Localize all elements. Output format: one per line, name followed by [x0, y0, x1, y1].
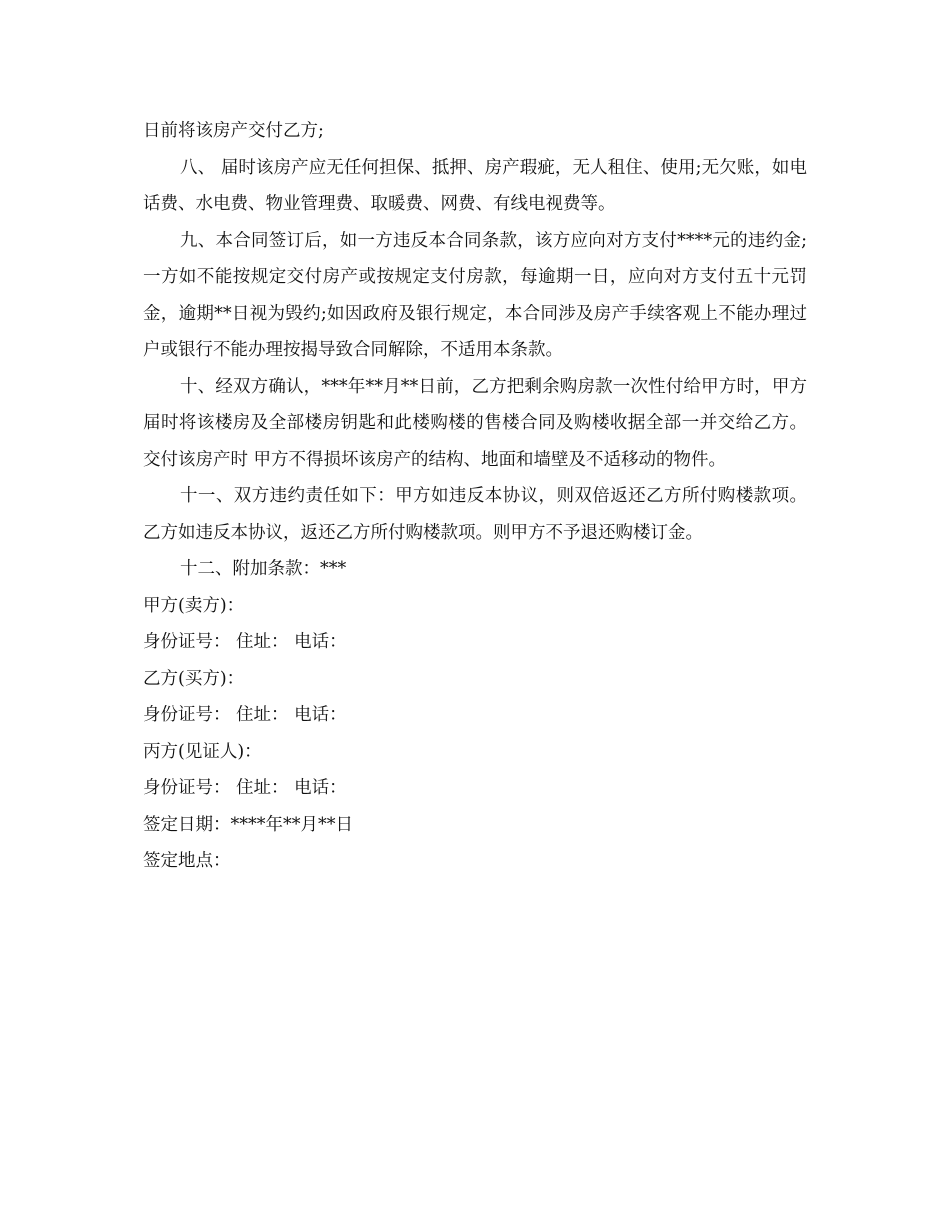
party-c-label: 丙方(见证人)： — [143, 741, 262, 762]
signing-date: 签定日期：****年**月**日 — [143, 814, 353, 835]
contract-body — [143, 113, 807, 880]
clause-9: 九、本合同签订后，如一方违反本合同条款，该方应向对方支付****元的违约金;一方如不能按规定交付房产或按规定支付房款，每逾期一日，应向对方支付五十元罚金，逾期**日视为毁约;如因政府及银行规定，本合同涉及房产手续客观上不能办理过户或银行不能办理按揭导致合同解除，不适用本条款。 — [143, 230, 807, 360]
party-a-details: 身份证号： 住址： 电话： — [143, 632, 347, 652]
paragraph-continuation: 日前将该房产交付乙方; — [143, 121, 324, 141]
clause-8: 八、 届时该房产应无任何担保、抵押、房产瑕疵，无人租住、使用;无欠账，如电话费、水电费、物业管理费、取暖费、网费、有线电视费等。 — [143, 157, 807, 214]
clause-12: 十二、附加条款：*** — [180, 559, 347, 579]
party-a-label: 甲方(卖方)： — [143, 595, 245, 616]
party-b-details: 身份证号： 住址： 电话： — [143, 705, 347, 725]
signing-place: 签定地点： — [143, 851, 231, 871]
clause-10: 十、经双方确认，***年**月**日前，乙方把剩余购房款一次性付给甲方时，甲方届时将该楼房及全部楼房钥匙和此楼购楼的售楼合同及购楼收据全部一并交给乙方。交付该房产时 甲方不得损坏该房产的结构、地面和墙壁及不适移动的物件。 — [143, 376, 807, 470]
party-c-details: 身份证号： 住址： 电话： — [143, 778, 347, 798]
party-b-label: 乙方(买方)： — [143, 668, 245, 689]
clause-11: 十一、双方违约责任如下：甲方如违反本协议，则双倍返还乙方所付购楼款项。乙方如违反本协议，返还乙方所付购楼款项。则甲方不予退还购楼订金。 — [143, 486, 807, 543]
